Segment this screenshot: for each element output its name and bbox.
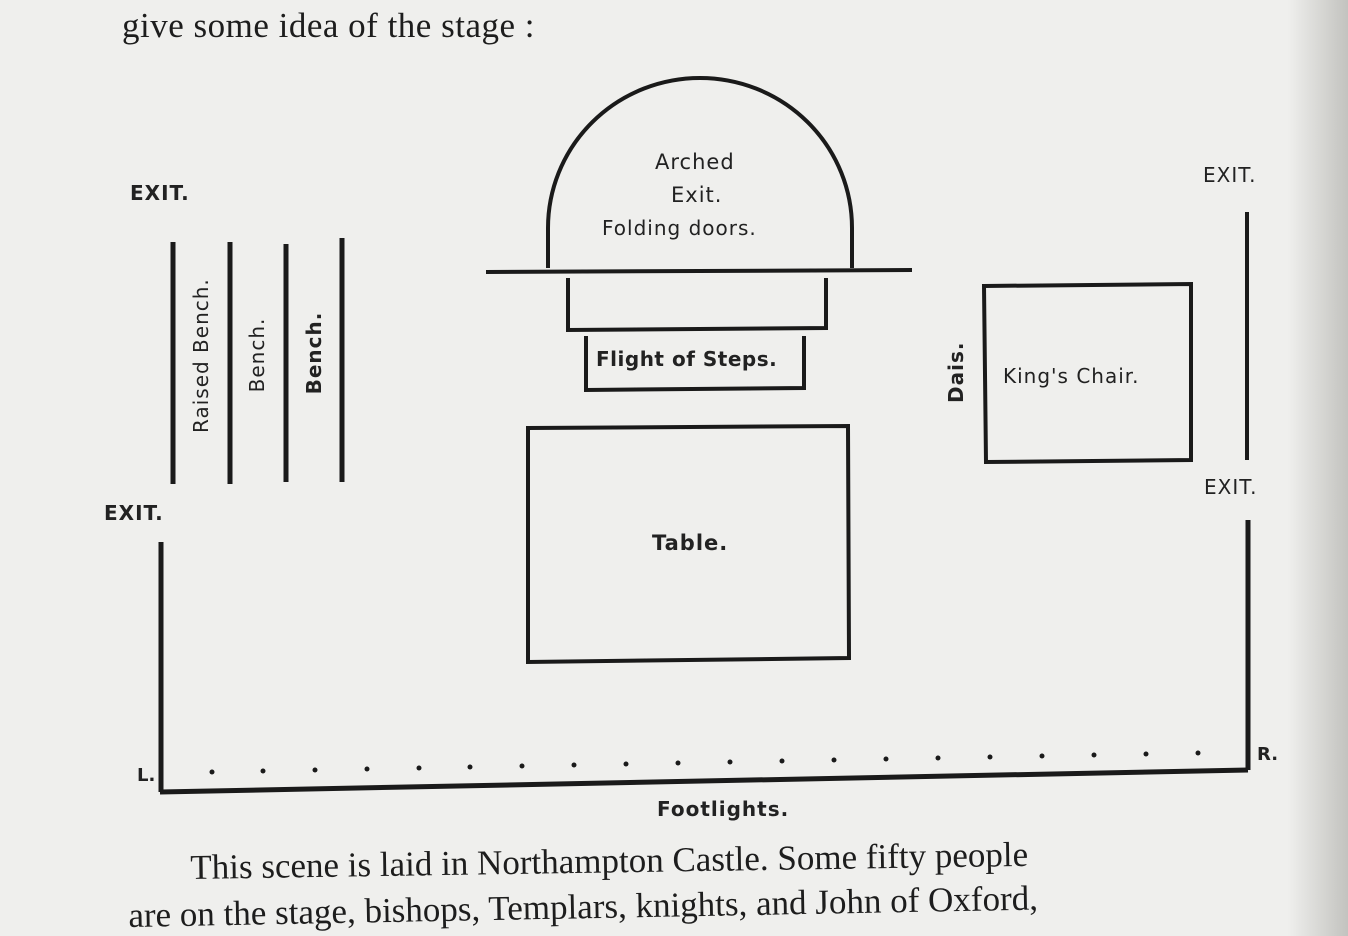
- right-mark-label: R.: [1257, 744, 1279, 765]
- arched-exit-line-1: Arched: [655, 150, 735, 174]
- footlight-dots: [210, 751, 1201, 775]
- paragraph-line-1: This scene is laid in Northampton Castle. Some fifty people: [190, 834, 1029, 887]
- bench-1-label: Bench.: [245, 317, 269, 393]
- footlights-line: [160, 770, 1248, 792]
- bench-2-label: Bench.: [302, 311, 326, 395]
- table-label: Table.: [652, 531, 729, 555]
- arched-exit-line-2: Exit.: [671, 183, 723, 207]
- exit-top-left-label: EXIT.: [130, 181, 190, 205]
- footlights-label: Footlights.: [657, 797, 790, 821]
- arched-exit-line-3: Folding doors.: [602, 216, 757, 240]
- flight-of-steps-label: Flight of Steps.: [596, 347, 778, 371]
- kings-chair-label: King's Chair.: [1003, 364, 1140, 388]
- exit-mid-right-label: EXIT.: [1204, 475, 1258, 499]
- intro-text: give some idea of the stage :: [122, 6, 535, 45]
- upper-step: [568, 278, 826, 330]
- paragraph-line-2: are on the stage, bishops, Templars, knights, and John of Oxford,: [128, 878, 1039, 935]
- exit-top-right-label: EXIT.: [1203, 163, 1257, 187]
- dais-label: Dais.: [944, 341, 968, 403]
- raised-bench-label: Raised Bench.: [189, 278, 213, 433]
- exit-mid-left-label: EXIT.: [104, 501, 164, 525]
- left-mark-label: L.: [137, 765, 156, 786]
- back-wall-line: [486, 270, 912, 272]
